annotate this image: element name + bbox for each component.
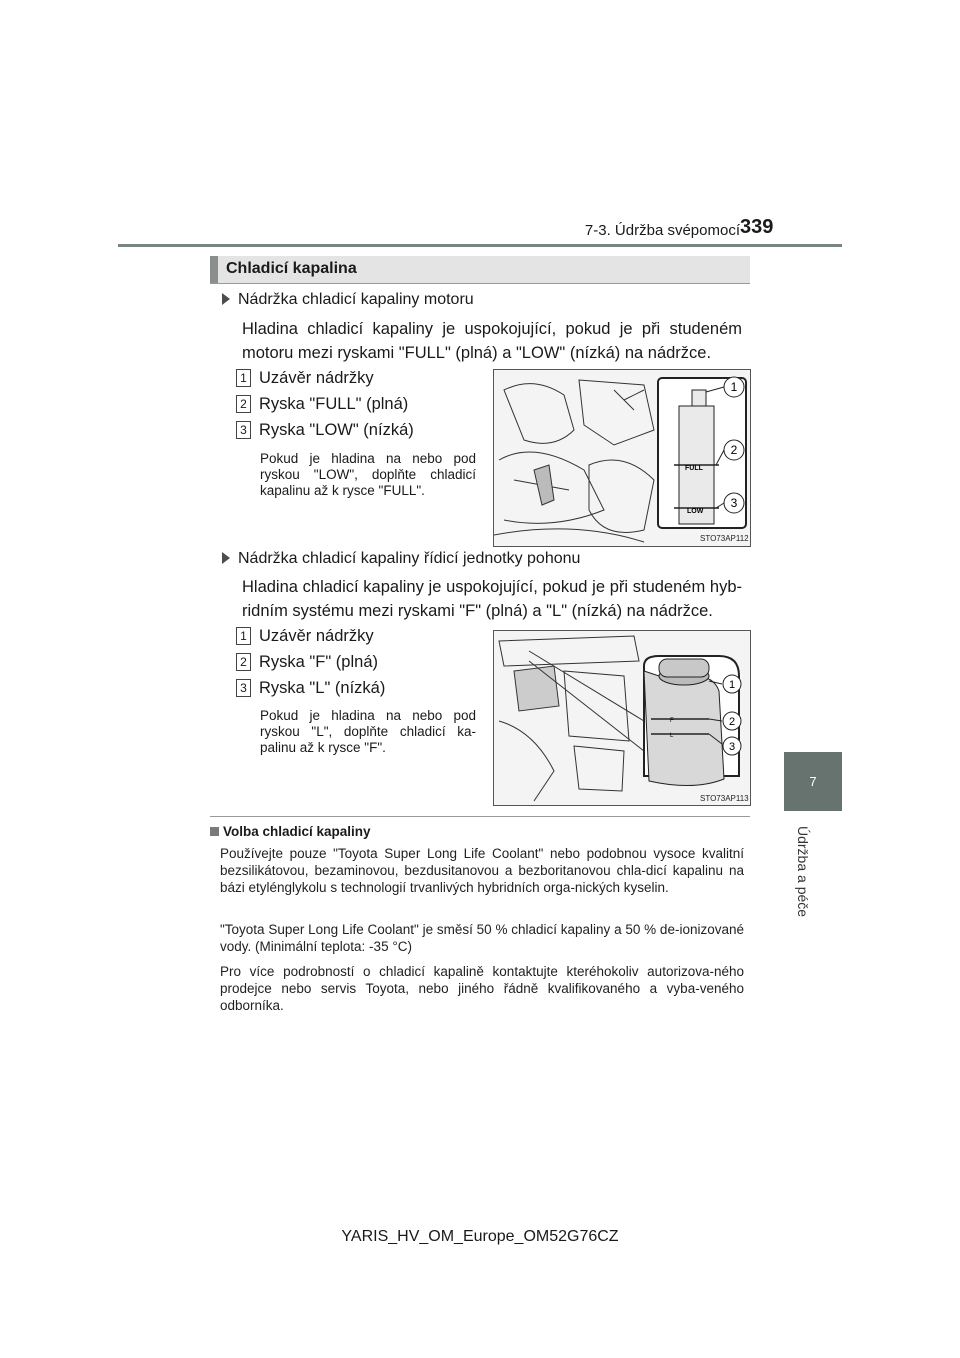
- figure-code: STO73AP113: [700, 794, 749, 803]
- engine-item-2: 2 Ryska "FULL" (plná): [236, 395, 408, 414]
- pcu-tank-heading: Nádržka chladicí kapaliny řídicí jednotky pohonu: [222, 550, 580, 568]
- callout-number-3: 3: [730, 496, 738, 510]
- callout-number: 1: [236, 369, 251, 387]
- pcu-coolant-figure: [493, 630, 751, 806]
- pcu-tank-description: Hladina chladicí kapaliny je uspokojující, pokud je při studeném hyb-ridním systému mezi ryskami "F" (plná) a "L" (nízká) na nádržce.: [242, 578, 742, 620]
- chapter-tab-rule: [784, 810, 842, 811]
- chapter-tab: [784, 752, 842, 810]
- l-mark-label: L: [670, 733, 674, 739]
- callout-number: 3: [236, 679, 251, 697]
- low-mark-label: LOW: [687, 508, 704, 515]
- engine-item-1: 1 Uzávěr nádržky: [236, 369, 374, 388]
- callout-number-2: 2: [728, 716, 736, 728]
- full-mark-label: FULL: [685, 465, 703, 472]
- coolant-paragraph-3: Pro více podrobností o chladicí kapalině kontaktujte kteréhokoliv autorizova-ného prodejce nebo servis Toyota, nebo jiného řádně kvalifikovaného a vyba-veného odborníka.: [220, 964, 744, 1013]
- chapter-number: 7: [809, 773, 817, 789]
- section-divider: [210, 816, 750, 817]
- page-number: 339: [740, 216, 774, 238]
- bullet-triangle-icon: [222, 293, 230, 305]
- bullet-triangle-icon: [222, 552, 230, 564]
- callout-number: 2: [236, 395, 251, 413]
- figure-code: STO73AP112: [700, 534, 749, 543]
- engine-tank-heading: Nádržka chladicí kapaliny motoru: [222, 291, 474, 309]
- callout-number: 1: [236, 627, 251, 645]
- engine-item-3: 3 Ryska "LOW" (nízká): [236, 421, 414, 440]
- pcu-item-1: 1 Uzávěr nádržky: [236, 627, 374, 646]
- section-heading: [210, 256, 750, 284]
- pcu-item-2: 2 Ryska "F" (plná): [236, 653, 378, 672]
- callout-number: 3: [236, 421, 251, 439]
- engine-coolant-figure: [493, 369, 751, 547]
- callout-number-1: 1: [730, 380, 738, 394]
- chapter-title: Údržba a péče: [795, 826, 811, 918]
- section-title: Chladicí kapalina: [226, 260, 357, 277]
- document-footer: YARIS_HV_OM_Europe_OM52G76CZ: [341, 1228, 619, 1245]
- coolant-paragraph-1: Používejte pouze "Toyota Super Long Life Coolant" nebo podobnou vysoce kvalitní bezsilikátovou, bezaminovou, bezdusitanovou a bezboritanovou chla-dicí kapalinu na bázi etylénglykolu s technologií trvanlivých hybridních orga-nických kyselin.: [220, 846, 744, 895]
- coolant-paragraph-2: "Toyota Super Long Life Coolant" je směsí 50 % chladicí kapaliny a 50 % de-ionizované vody. (Minimální teplota: -35 °C): [220, 922, 744, 954]
- f-mark-label: F: [670, 718, 674, 724]
- pcu-bay-illustration: [494, 631, 750, 805]
- engine-tank-note: Pokud je hladina na nebo pod ryskou "LOW", doplňte chladicí kapalinu až k rysce "FULL".: [260, 451, 476, 498]
- coolant-selection-heading: Volba chladicí kapaliny: [210, 824, 371, 839]
- pcu-item-3: 3 Ryska "L" (nízká): [236, 679, 385, 698]
- header-rule: [118, 244, 842, 247]
- square-bullet-icon: [210, 827, 219, 836]
- callout-number-2: 2: [730, 443, 738, 457]
- section-rule: [210, 283, 750, 284]
- header-section-title: 7-3. Údržba svépomocí: [584, 222, 740, 239]
- callout-number-1: 1: [728, 679, 736, 691]
- callout-number: 2: [236, 653, 251, 671]
- callout-number-3: 3: [728, 741, 736, 753]
- engine-tank-description: Hladina chladicí kapaliny je uspokojující, pokud je při studeném motoru mezi ryskami "FULL" (plná) a "LOW" (nízká) na nádržce.: [242, 320, 742, 362]
- pcu-tank-note: Pokud je hladina na nebo pod ryskou "L", doplňte chladicí ka-palinu až k rysce "F".: [260, 708, 476, 755]
- chapter-side-label: [795, 826, 811, 966]
- engine-bay-illustration: [494, 370, 750, 546]
